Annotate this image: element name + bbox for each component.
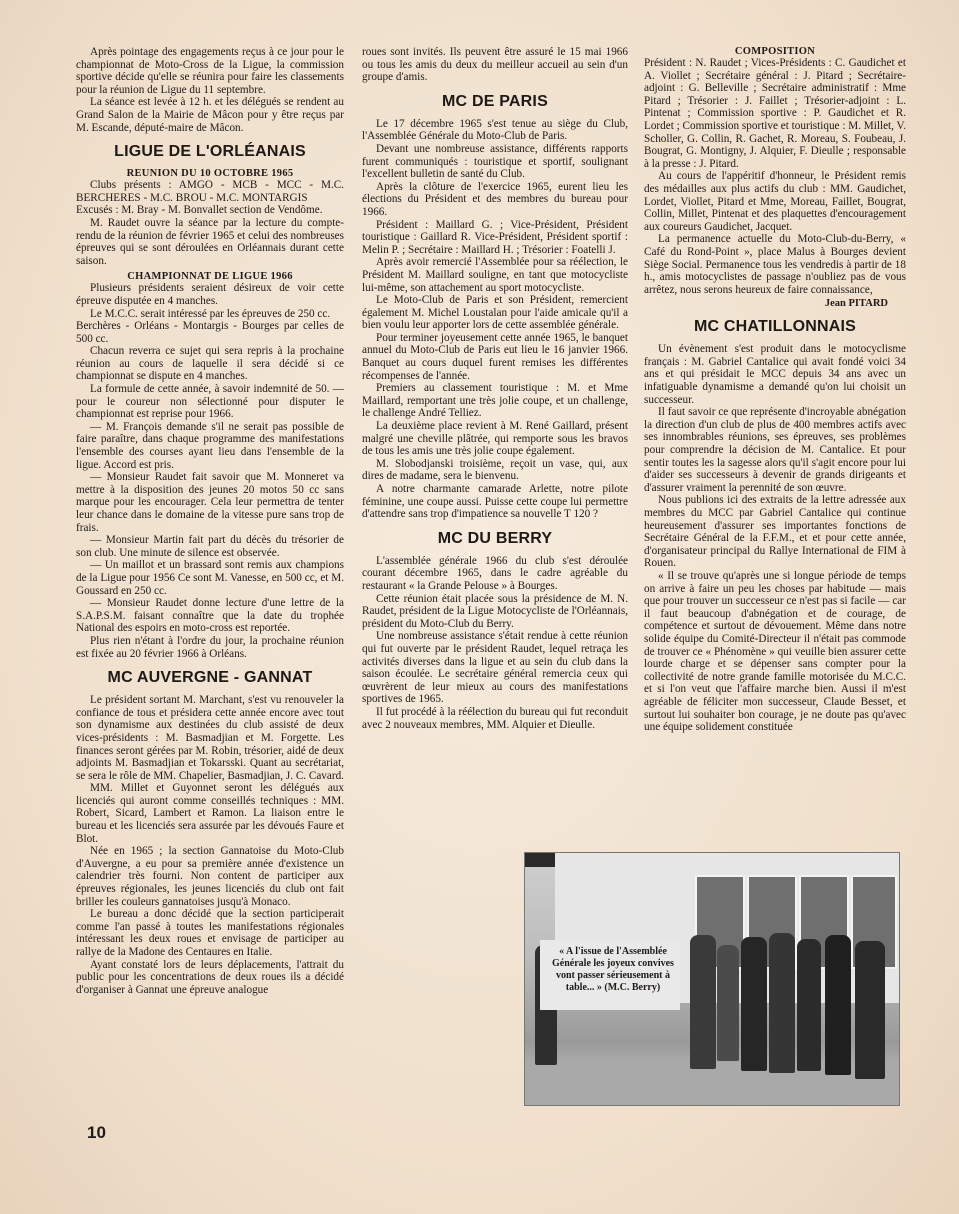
paragraph: Après la clôture de l'exercice 1965, eurent lieu les élections du Président et des membres du bureau pour 1966. xyxy=(362,180,628,218)
paragraph: M. Slobodjanski troisième, reçoit un vase, qui, aux dires de madame, sera le bienvenu. xyxy=(362,457,628,483)
paragraph: Chacun reverra ce sujet qui sera repris à la prochaine réunion au cours de laquelle il sera décidé si ce championnat se dispute en 4 manches. xyxy=(76,345,344,383)
paragraph: — Un maillot et un brassard sont remis aux champions de la Ligue pour 1956 Ce sont M. Vanesse, en 500 cc, et M. Goussard en 250 cc. xyxy=(76,559,344,597)
paragraph: Un évènement s'est produit dans le motocyclisme français : M. Gabriel Cantalice qui avait fondé voici 34 ans et qui présidait le MCC depuis 34 ans avec un infatiguable dynamisme a demandé qu'on lui choisit un successeur. xyxy=(644,343,906,406)
paragraph: Ayant constaté lors de leurs déplacements, l'attrait du public pour les concentrations de deux roues ils a décidé d'organiser à Gannat une épreuve analogue xyxy=(76,958,344,996)
paragraph: Après pointage des engagements reçus à ce jour pour le championnat de Moto-Cross de la Ligue, la commission sportive décide qu'elle se réunira pour faire les classements pour la réunion de Ligue du 11 septembre. xyxy=(76,46,344,96)
paragraph: Le M.C.C. serait intéressé par les épreuves de 250 cc. xyxy=(90,307,331,320)
page-number: 10 xyxy=(87,1123,106,1142)
column-left xyxy=(76,46,344,996)
section-heading-berry: MC DU BERRY xyxy=(437,529,553,547)
section-heading-chatillonnais: MC CHATILLONNAIS xyxy=(694,318,856,336)
paragraph: Cette réunion était placée sous la présidence de M. N. Raudet, président de la Ligue Motocycliste de l'Orléannais, président du Moto-Club du Berry. xyxy=(362,592,628,630)
paragraph: Le Moto-Club de Paris et son Président, remercient également M. Michel Loustalan pour l'aide amicale qu'il a bien voulu leur apporter lors de cette assemblée générale. xyxy=(362,294,628,332)
paragraph: Au cours de l'appéritif d'honneur, le Président remis des médailles aux plus actifs du club : MM. Gaudichet, Lordet, Viollet, Pitard et Mme, Moreau, Faillet, Bougrat, Collin, Millet, Pintenat et des plaquettes d'encouragement aux coureurs Gaudichet, Jacquet. xyxy=(644,170,906,233)
paragraph: roues sont invités. Ils peuvent être assuré le 15 mai 1966 ou tous les amis du deux du meilleur accueil au sein d'un groupe d'amis. xyxy=(362,46,628,84)
paragraph: Née en 1965 ; la section Gannatoise du Moto-Club d'Auvergne, a eu pour sa première année d'existence un calendrier très fourni. Non content de participer aux épreuves régionales, les jeunes licenciés du club ont fait briller les couleurs gannatoises jusqu'à Monaco. xyxy=(76,845,344,908)
paragraph: Une nombreuse assistance s'était rendue à cette réunion qui fut ouverte par le président Raudet, lequel retraça les activités diverses dans la ligue et au sein du club dans la saison écoulée. Le secrétaire général remercia ceux qui œuvrèrent de leur mieux au cours des manifestations sportives de 1965. xyxy=(362,630,628,706)
paragraph: La deuxième place revient à M. René Gaillard, présent malgré une cheville plâtrée, qui remporte sous les bravos de tous les amis une très jolie coupe également. xyxy=(362,420,628,458)
paragraph: Berchères - Orléans - Montargis - Bourges par celles de 500 cc. xyxy=(76,320,344,345)
paragraph: Clubs présents : AMGO - MCB - MCC - M.C. BERCHERES - M.C. BROU - M.C. MONTARGIS xyxy=(76,179,344,204)
paragraph: Plusieurs présidents seraient désireux de voir cette épreuve disputée en 4 manches. xyxy=(76,282,344,307)
paragraph: Président : N. Raudet ; Vices-Présidents : C. Gaudichet et A. Viollet ; Secrétaire général : J. Pitard ; Secrétaire-adjoint : G. Belleville ; Secrétaire administratif : Mme Pitard ; Trésorier : J. Faillet ; Trésorier-adjoint : L. Pintenat ; Commission sportive : P. Gaudichet et R. Lordet ; Commission sportive et touristique : M. Millet, V. Scholler, G. Collin, R. Gachet, R. Moreau, S. Foubeau, J. Bougrat, G. Montigny, J. Alquier, F. Dieulle ; responsable à la presse : J. Pitard. xyxy=(644,57,906,170)
paragraph: — Monsieur Raudet donne lecture d'une lettre de la S.A.P.S.M. faisant connaître que la date du trophée National des espoirs en moto-cross est reportée. xyxy=(76,597,344,635)
paragraph: « Il se trouve qu'après une si longue période de temps on arrive à faire un peu les choses par habitude — mais que pour trouver un successeur ce n'est pas si facile — car il faut beaucoup d'abnégation et de courage, de compétence et surtout de dévouement. Même dans notre solide équipe du Comité-Directeur il n'était pas commode de trouver ce « Phénomène » qui veuille bien assurer cette lourde charge et se dépenser sans compter pour la collectivité de notre grande famille motorisée du M.C.C. et si l'on veut que l'affaire marche bien. Aussi il m'est agréable de féliciter mon successeur, Claude Besset, et surtout lui souhaiter bon courage, je ne doute pas qu'avec une équipe solidement constituée xyxy=(644,569,906,734)
paragraph: Il fut procédé à la réélection du bureau qui fut reconduit avec 2 nouveaux membres, MM. Alquier et Dieulle. xyxy=(362,705,628,731)
paragraph: Après avoir remercié l'Assemblée pour sa réélection, le Président M. Maillard souligne, en tant que motocycliste lui-même, son attachement au sport motocycliste. xyxy=(362,256,628,294)
paragraph: Le président sortant M. Marchant, s'est vu renouveler la confiance de tous et présidera cette année encore avec tout son dynamisme aux destinées du club assisté de deux vices-présidents : M. Basmadjian et M. Forgette. Les finances seront gérées par M. Robin, trésorier, aidé de deux adjoints M. Basmadjian et Tokarsski. Quant au secrétariat, se sera le rôle de MM. Chapelier, Basmadjian, J. C. Cavard. xyxy=(76,694,344,782)
subheading-reunion: REUNION DU 10 OCTOBRE 1965 xyxy=(126,168,294,180)
paragraph: — Monsieur Raudet fait savoir que M. Monneret va mettre à la disposition des jeunes 20 motos 50 cc sans marque pour les encourager. Cela leur permettra de tenter leur chance dans le domaine de la vitesse pure sans trop de frais. xyxy=(76,471,344,534)
subheading-championnat: CHAMPIONNAT DE LIGUE 1966 xyxy=(127,271,293,283)
paragraph: MM. Millet et Guyonnet seront les délégués aux licenciés qui auront comme conseillés techniques : MM. Robert, Sicard, Lambert et Ramon. La liaison entre le bureau et les licenciés sera assurée par les dévoués Faure et Blot. xyxy=(76,782,344,845)
paragraph: A notre charmante camarade Arlette, notre pilote féminine, une coupe aussi. Puisse cette coupe lui permettre d'attendre sans trop d'impatience sa nouvelle T 120 ? xyxy=(362,483,628,521)
column-middle xyxy=(362,46,628,731)
paragraph: La formule de cette année, à savoir indemnité de 50. — pour le coureur non sélectionné pour disputer le championnat est reprise pour 1966. xyxy=(76,383,344,421)
photo-caption: « A l'issue de l'Assemblée Générale les joyeux convives vont passer sérieusement à table... » (M.C. Berry) xyxy=(552,946,674,993)
paragraph: — M. François demande s'il ne serait pas possible de faire paraître, dans chaque programme des manifestations l'ensemble des courses ayant lieu dans l'ensemble de la ligue. Accord est pris. xyxy=(76,420,344,471)
paragraph: Premiers au classement touristique : M. et Mme Maillard, remportant une très jolie coupe, et un challenge, le challenge André Telliez. xyxy=(362,382,628,420)
paragraph: — Monsieur Martin fait part du décès du trésorier de son club. Une minute de silence est observée. xyxy=(76,534,344,559)
section-heading-orleanais: LIGUE DE L'ORLÉANAIS xyxy=(114,143,306,161)
paragraph: L'assemblée générale 1966 du club s'est déroulée courant décembre 1965, dans le cadre agréable du restaurant « la Grande Pelouse » à Bourges. xyxy=(362,554,628,592)
paragraph: Il faut savoir ce que représente d'incroyable abnégation la direction d'un club de plus de 400 membres actifs avec ses innombrables réunions, ses épreuves, ses problèmes pour comprendre la décision de M. Cantalice. Et pour sentir toutes les la sagesse alors qu'il s'agit encore pour lui d'aider ses successeurs à devenir de grands dirigeants et d'assurer vraiment la perennité de son œuvre. xyxy=(644,406,906,494)
paragraph: La séance est levée à 12 h. et les délégués se rendent au Grand Salon de la Mairie de Mâcon pour y être reçus par M. Escande, député-maire de Mâcon. xyxy=(76,96,344,134)
paragraph: M. Raudet ouvre la séance par la lecture du compte-rendu de la réunion de février 1965 et celui des nombreuses épreuves qui se sont déroulées en Orléannais durant cette saison. xyxy=(76,216,344,267)
author-signature: Jean PITARD xyxy=(824,298,888,310)
paragraph: Le bureau a donc décidé que la section participerait comme l'an passé à toutes les manifestations régionales intéressant les deux roues et envisage de participer au rallye de la Madone des Centaures en Italie. xyxy=(76,908,344,958)
paragraph: Président : Maillard G. ; Vice-Président, Président touristique : Gaillard R. Vice-Président, Président sportif : Melin P. ; Secrétaire : Maillard H. ; Trésorier : Foatelli J. xyxy=(362,218,628,256)
paragraph: Pour terminer joyeusement cette année 1965, le banquet annuel du Moto-Club de Paris eut lieu le 16 janvier 1966. Banquet au cours duquel furent remises les différentes récompenses de l'année. xyxy=(362,331,628,382)
paragraph: La permanence actuelle du Moto-Club-du-Berry, « Café du Rond-Point », place Malus à Bourges devient Siège Social. Permanence tous les vendredis à partir de 18 h., amis motocyclistes de passage n'oubliez pas de vous arrêtez, nous serons heureux de faire connaissance, xyxy=(644,233,906,296)
column-right xyxy=(644,46,906,734)
paragraph: Plus rien n'étant à l'ordre du jour, la prochaine réunion est fixée au 20 février 1966 à Orléans. xyxy=(76,634,344,660)
paragraph: Nous publions ici des extraits de la lettre adressée aux membres du MCC par Gabriel Cantalice qui continue heureusement d'assurer ses importantes fonctions de Secrétaire Général de la F.F.M., et et pour cette année, d'organisateur principal du Rallye International de FIM à Rouen. xyxy=(644,494,906,570)
subheading-composition: COMPOSITION xyxy=(734,46,816,57)
paragraph: Devant une nombreuse assistance, différents rapports furent communiqués : touristique et sportif, soulignant l'excellent bulletin de santé du Club. xyxy=(362,142,628,181)
paragraph: Excusés : M. Bray - M. Bonvallet section de Vendôme. xyxy=(76,204,323,217)
section-heading-paris: MC DE PARIS xyxy=(442,92,548,110)
section-heading-auvergne: MC AUVERGNE - GANNAT xyxy=(107,669,313,687)
paragraph: Le 17 décembre 1965 s'est tenue au siège du Club, l'Assemblée Générale du Moto-Club de Paris. xyxy=(362,117,628,143)
